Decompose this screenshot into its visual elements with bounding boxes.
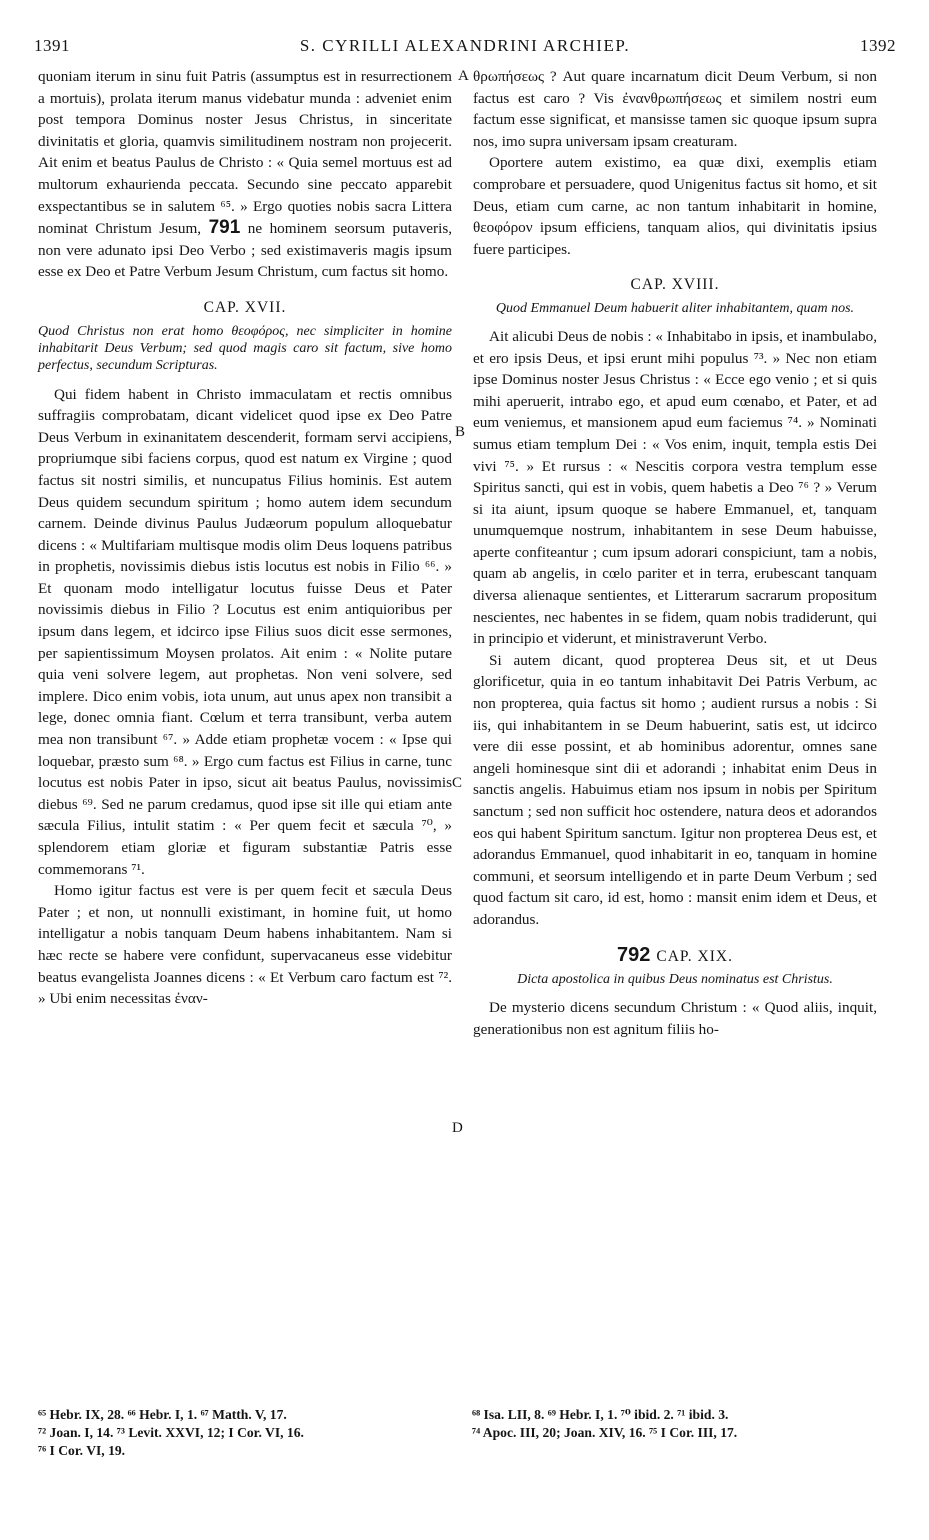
left-paragraph-1 [38,66,452,283]
left-paragraph-1a: quoniam iterum in sinu fuit Patris (assumptus est in resurrectionem a mortuis), prolata iterum manus videbatur munda : adveniet enim post tempora Dominus noster Jesus Christus, in sinceritate divinitatis et gloria, quamvis similitudinem nostram non projecerit. Ait enim et beatus Paulus de Christo : « Quia semel mortuus est ad multorum exhaurienda peccata. Secundo sine peccato apparebit exspectantibus se in salutem ⁶⁵. » Ergo quoties nobis sacra Littera nominat Christum Jesum, [38,68,452,238]
margin-letter-b: B [455,424,466,440]
inline-page-number-792: 792 [617,943,651,966]
chapter-heading-18: CAP. XVIII. [630,276,720,294]
chapter-subtitle-18: Quod Emmanuel Deum habuerit aliter inhabitantem, quam nos. [495,300,855,316]
chapter-subtitle-19: Dicta apostolica in quibus Deus nominatus est Christus. [517,972,833,988]
left-paragraph-2: Qui fidem habent in Christo immaculatam et rectis omnibus suffragiis comprobatam, dicant videlicet quod ipse ex Deo Patre Deus Verbum in exinanitatem descenderit, formam servi accipiens, propriumque sibi faciens corpus, quod est natum ex Virgine ; quod factus sit nostri similis, et nuncupatus Filius hominis. Est autem Deus quidem secundum spiritum ; homo autem idem secundum carnem. Deinde divinus Paulus Judæorum populum alloquebatur dicens : « Multifariam multisque modis olim Deus loquens patribus in prophetis, novissimis diebus istis locutus est nobis in Filio ⁶⁶. » Et quonam modo intelligatur locutus fuisse Deus et Pater novissimis diebus in Filio ? Locutus est enim antiquioribus per ipsum dans legem, et idcirco ipse Filius suos dicit esse sermones, per sapientissimum Moysen prolatos. Ait enim : « Nolite putare quia veni solvere legem, aut prophetas. Non veni solvere, sed implere. Dico enim vobis, iota unum, aut unus apex non transibit a lege, donec omnia fiant. Cœlum et terra transibunt, verba autem mea non transibunt ⁶⁷. » Adde etiam prophetæ vocem : « Ipse qui loquebar, præsto sum ⁶⁸. » Ergo cum factus est Filius in carne, tunc locutus est nobis Pater in ipso, sicut ait beatus Paulus, novissimis diebus ⁶⁹. Sed ne parum credamus, quod ipse sit ille qui etiam ante sæcula Filius, intulit statim : « Per quem fecit et sæcula ⁷⁰, » splendorem etiam gloriæ et figuram substantiæ Patris esse commemorans ⁷¹. [38,385,452,878]
margin-letter-c: C [452,775,463,791]
footnote-line: ⁶⁸ Isa. LII, 8. ⁶⁹ Hebr. I, 1. ⁷⁰ ibid. 2. ⁷¹ ibid. 3. [472,1407,729,1422]
right-paragraph-5: De mysterio dicens secundum Christum : « Quod aliis, inquit, generationibus non est agnitum filiis ho- [473,999,877,1038]
inline-page-number-791: 791 [208,217,241,239]
footnote-line: ⁷² Joan. I, 14. ⁷³ Levit. XXVI, 12; I Cor. VI, 16. [38,1425,304,1440]
right-paragraph-1: θρωπήσεως ? Aut quare incarnatum dicit Deum Verbum, si non factus est caro ? Vis ἐνανθρωπήσεως et similem nostri eum factum esse significat, et mansisse tamen sic quoque ipsum supra nos, imo supra universam ipsam creaturam. [473,68,877,150]
margin-letter-d: D [452,1120,463,1136]
right-paragraph-4: Si autem dicant, quod propterea Deus sit, et ut Deus glorificetur, quia in eo tantum inhabitavit Dei Patris Verbum, ac non propterea, quia factus sit homo ; audient rursus a nobis : Si iis, qui inhabitantem in se Deum habuerint, satis est, ut idcirco vere dii esse possint, et ab hominibus adorentur, omnes sane angeli hominesque sint dii et adorandi ; inhabitat enim Deus in sanctis angelis. Habuimus etiam nos ipsum in nobis per Spiritum sanctum ; sed non sufficit hoc ostendere, natura deos et adorandos eos qui habent Spiritum sanctum. Igitur non propterea Deus est, et adorandus Emmanuel, quod inhabitarit in eo, tanquam in homine communi, et seorsum intelligendo et in parte Deum Verbum ; sed quod factum sit caro, id est, homo : mansit enim idem et Deus, et adorandus. [473,651,877,928]
page-number-left: 1391 [34,36,70,55]
margin-letter-a: A [458,68,469,84]
left-paragraph-3: Homo igitur factus est vere is per quem fecit et sæcula Deus Pater ; et non, ut nonnulli existimant, in homine fuit, ut homo intelligatur a nobis tanquam Deum habens inhabitantem. Nam si hæc recte se habere vere confidunt, supervacaneus esse videbitur beatus evangelista Joannes dicens : « Et Verbum caro factum est ⁷². » Ubi enim necessitas ἐναν- [38,882,452,1008]
left-column [38,66,452,1010]
footnotes-left [38,1406,458,1460]
chapter-heading-17: CAP. XVII. [203,298,287,316]
right-paragraph-3: Ait alicubi Deus de nobis : « Inhabitabo in ipsis, et inambulabo, et ero ipsis Deus, et ipsi erunt mihi populus ⁷³. » Nec non etiam ipse Dominus noster Jesus Christus : « Ecce ego venio ; et si quis mihi aperuerit, intrabo ego, et apud eum cœnabo, et Pater, et ad eum veniemus, et mansionem apud eum faciemus ⁷⁴. » Nominati sumus etiam templum Dei : « Vos enim, inquit, templa estis Dei vivi ⁷⁵. » Et rursus : « Nescitis corpora vestra templum esse Spiritus sancti, qui est in vobis, quem habetis a Deo ⁷⁶ ? » Verum si ita aiunt, ipsum quoque se habere Emmanuel, et, tanquam unumquemque nostrum, inhabitantem in sese Deum habuisse, aperte confiteantur ; cum ipsum adorari conspiciunt, tam a nobis, quam ab angelis, in cœlo pariter et in terra, erubescant tanquam diversa alienaque sentientes, et Litterarum sacrarum propositum nescientes, nec habentes in se fidem, quam nobis tradiderunt, qui in principio et viderunt, et ministraverunt Verbo. [473,327,877,648]
right-column [473,66,877,1040]
running-title: S. CYRILLI ALEXANDRINI ARCHIEP. [299,36,631,55]
footnotes-right [472,1406,882,1442]
right-paragraph-2: Oportere autem existimo, ea quæ dixi, exemplis etiam comprobare et persuadere, quod Unigenitus factus sit homo, et sit Deus, etiam cum carne, ac non tantum inhabitarit in homine, θεοφόρον ipsum efficiens, tanquam alios, qui divinitatis ipsius fuere participes. [473,154,877,258]
chapter-heading-19-label: CAP. XIX. [656,947,733,965]
page-header [34,36,896,58]
footnote-line: ⁷⁴ Apoc. III, 20; Joan. XIV, 16. ⁷⁵ I Cor. III, 17. [472,1425,738,1440]
footnote-line: ⁷⁶ I Cor. VI, 19. [38,1443,126,1458]
footnote-line: ⁶⁵ Hebr. IX, 28. ⁶⁶ Hebr. I, 1. ⁶⁷ Matth. V, 17. [38,1407,287,1422]
chapter-subtitle-17: Quod Christus non erat homo θεοφόρος, nec simpliciter in homine inhabitarit Deus Verbum; sed quod magis caro sit factum, sive homo perfectus, secundum Scripturas. [38,323,452,373]
page-number-right: 1392 [860,36,896,55]
left-paragraph-1b: ne hominem seorsum putaveris, non vere adunato ipsi Deo Verbo ; sed existimaveris magis ipsum esse ex Deo et Patre Verbum Jesum Christum, cum factus sit homo. [38,220,453,281]
chapter-heading-19 [473,945,877,968]
